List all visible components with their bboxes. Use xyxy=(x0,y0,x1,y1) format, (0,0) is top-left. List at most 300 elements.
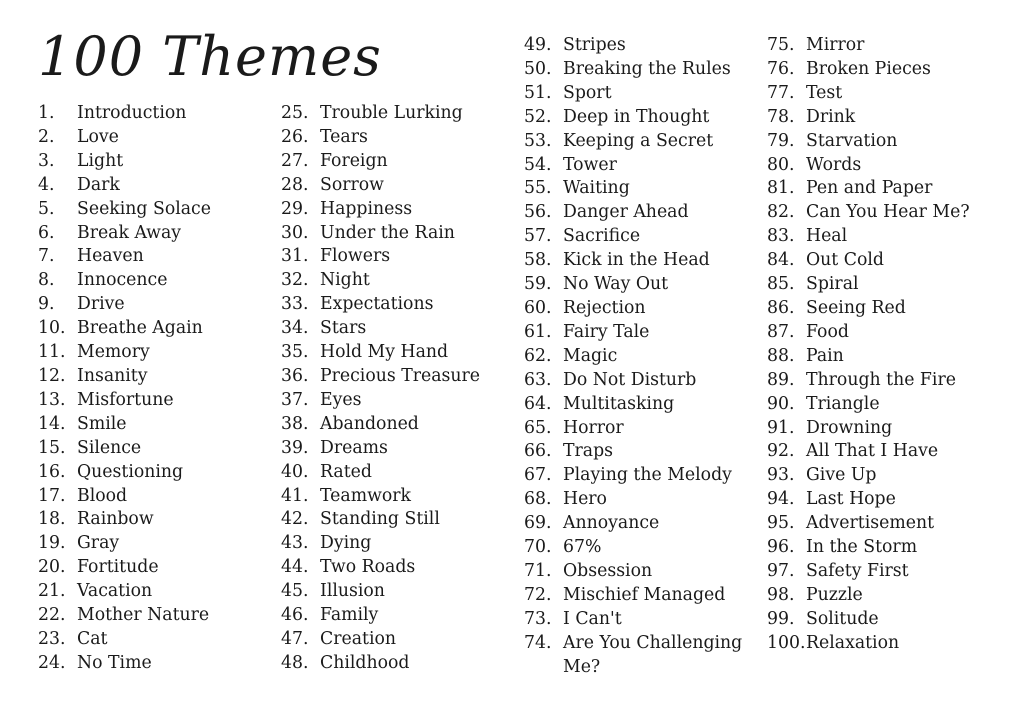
theme-list-item xyxy=(281,269,501,293)
theme-list-item xyxy=(767,584,997,608)
theme-number: 97. xyxy=(767,560,795,581)
theme-number: 36. xyxy=(281,365,309,386)
theme-number: 21. xyxy=(38,581,66,602)
theme-list-item xyxy=(767,345,997,369)
theme-list-item xyxy=(281,580,501,604)
theme-list-item xyxy=(38,461,258,485)
theme-list-item xyxy=(524,440,754,464)
theme-number: 17. xyxy=(38,485,66,506)
theme-label: Obsession xyxy=(563,560,653,581)
theme-number: 95. xyxy=(767,513,795,534)
theme-number: 13. xyxy=(38,389,66,410)
theme-list-item xyxy=(767,225,997,249)
theme-number: 38. xyxy=(281,413,309,434)
theme-number: 65. xyxy=(524,417,552,438)
theme-number: 59. xyxy=(524,274,552,295)
theme-list-item xyxy=(767,273,997,297)
theme-label: Happiness xyxy=(320,198,413,219)
theme-label: Words xyxy=(806,154,862,175)
theme-list-item xyxy=(38,628,258,652)
theme-number: 84. xyxy=(767,250,795,271)
theme-label: Standing Still xyxy=(320,509,440,530)
theme-list-item xyxy=(281,485,501,509)
theme-number: 22. xyxy=(38,605,66,626)
theme-label: Teamwork xyxy=(320,485,412,506)
theme-label: Two Roads xyxy=(320,557,416,578)
theme-list-item xyxy=(281,102,501,126)
theme-number: 40. xyxy=(281,461,309,482)
theme-list-item xyxy=(524,560,754,584)
theme-list-column-2 xyxy=(281,102,501,676)
theme-number: 75. xyxy=(767,35,795,55)
theme-number: 98. xyxy=(767,584,795,605)
theme-list-item xyxy=(767,106,997,130)
theme-number: 72. xyxy=(524,584,552,605)
theme-number: 57. xyxy=(524,226,552,247)
theme-list-item xyxy=(38,532,258,556)
theme-number: 94. xyxy=(767,489,795,510)
theme-number: 70. xyxy=(524,537,552,558)
theme-number: 58. xyxy=(524,250,552,271)
theme-label: Night xyxy=(320,270,370,291)
theme-number: 30. xyxy=(281,222,309,243)
page-title: 100 Themes xyxy=(38,25,382,88)
theme-label: Illusion xyxy=(320,581,385,602)
theme-list-item xyxy=(281,245,501,269)
theme-list-item xyxy=(767,512,997,536)
theme-label: Kick in the Head xyxy=(563,250,710,271)
theme-list-item xyxy=(38,580,258,604)
theme-label: Out Cold xyxy=(806,250,884,271)
theme-label: Blood xyxy=(77,485,128,506)
theme-label: Gray xyxy=(77,533,120,554)
theme-list-item xyxy=(524,106,754,130)
theme-label: Dark xyxy=(77,174,120,195)
theme-number: 74. xyxy=(524,632,552,653)
theme-number: 23. xyxy=(38,628,66,649)
theme-list-item xyxy=(524,273,754,297)
theme-label: Heal xyxy=(806,226,848,247)
theme-label: Cat xyxy=(77,628,108,649)
theme-list-item xyxy=(524,34,754,58)
theme-number: 64. xyxy=(524,393,552,414)
theme-number: 28. xyxy=(281,174,309,195)
theme-number: 31. xyxy=(281,246,309,267)
theme-list-item xyxy=(38,245,258,269)
theme-list-item xyxy=(38,437,258,461)
theme-list-item xyxy=(38,269,258,293)
theme-list-item xyxy=(767,488,997,512)
theme-list-item xyxy=(38,198,258,222)
theme-list-item xyxy=(767,321,997,345)
theme-number: 96. xyxy=(767,537,795,558)
theme-list-item xyxy=(281,174,501,198)
theme-label: Childhood xyxy=(320,652,410,673)
theme-number: 67. xyxy=(524,465,552,486)
theme-list-item xyxy=(524,321,754,345)
theme-list-item xyxy=(524,58,754,82)
theme-list-column-3 xyxy=(524,34,754,679)
theme-number: 10. xyxy=(38,318,66,339)
theme-label: Safety First xyxy=(806,560,909,581)
theme-label: Broken Pieces xyxy=(806,58,931,79)
theme-number: 86. xyxy=(767,297,795,318)
theme-number: 78. xyxy=(767,106,795,127)
theme-number: 87. xyxy=(767,321,795,342)
theme-list-item xyxy=(524,584,754,608)
theme-list-item xyxy=(767,34,997,58)
theme-label: Rainbow xyxy=(77,509,154,530)
theme-label: Love xyxy=(77,126,119,147)
theme-label: No Way Out xyxy=(563,274,669,295)
theme-label: Smile xyxy=(77,413,127,434)
theme-number: 27. xyxy=(281,150,309,171)
theme-label: Rated xyxy=(320,461,372,482)
theme-list-item xyxy=(767,632,997,656)
theme-label: Stripes xyxy=(563,35,626,55)
theme-label: Advertisement xyxy=(806,513,935,534)
theme-list-item xyxy=(281,628,501,652)
theme-list-item xyxy=(767,608,997,632)
theme-label: Memory xyxy=(77,342,150,363)
theme-list-item xyxy=(767,464,997,488)
theme-list-item xyxy=(767,440,997,464)
theme-label: Solitude xyxy=(806,608,879,629)
theme-number: 9. xyxy=(38,294,55,315)
theme-list-item xyxy=(767,82,997,106)
theme-list-item xyxy=(281,293,501,317)
theme-label: Fairy Tale xyxy=(563,321,650,342)
theme-label: In the Storm xyxy=(806,537,918,558)
theme-label: Drink xyxy=(806,106,856,127)
theme-number: 61. xyxy=(524,321,552,342)
theme-number: 93. xyxy=(767,465,795,486)
theme-label: Playing the Melody xyxy=(563,465,732,486)
theme-list-item xyxy=(38,222,258,246)
theme-label: Give Up xyxy=(806,465,877,486)
theme-number: 91. xyxy=(767,417,795,438)
theme-list-item xyxy=(281,532,501,556)
theme-label: Rejection xyxy=(563,297,646,318)
theme-list-item xyxy=(524,417,754,441)
theme-number: 89. xyxy=(767,369,795,390)
theme-list-item xyxy=(767,536,997,560)
theme-label: Spiral xyxy=(806,274,859,295)
theme-number: 83. xyxy=(767,226,795,247)
theme-list-item xyxy=(38,485,258,509)
theme-list-item xyxy=(767,201,997,225)
theme-list-item xyxy=(524,225,754,249)
theme-number: 5. xyxy=(38,198,55,219)
theme-number: 37. xyxy=(281,389,309,410)
theme-label: Relaxation xyxy=(806,632,900,653)
theme-label: Through the Fire xyxy=(806,369,956,390)
theme-number: 47. xyxy=(281,628,309,649)
theme-list-item xyxy=(281,126,501,150)
theme-label: Precious Treasure xyxy=(320,365,481,386)
theme-label: Test xyxy=(806,82,843,103)
theme-number: 63. xyxy=(524,369,552,390)
theme-label: Silence xyxy=(77,437,142,458)
theme-number: 19. xyxy=(38,533,66,554)
theme-label: Food xyxy=(806,321,849,342)
theme-list-item xyxy=(767,130,997,154)
theme-list-item xyxy=(281,413,501,437)
theme-list-column-4 xyxy=(767,34,997,656)
theme-number: 60. xyxy=(524,297,552,318)
theme-list-item xyxy=(767,393,997,417)
theme-list-item xyxy=(38,389,258,413)
theme-list-item xyxy=(38,508,258,532)
theme-number: 4. xyxy=(38,174,55,195)
theme-label: Horror xyxy=(563,417,624,438)
theme-number: 77. xyxy=(767,82,795,103)
theme-list-column-1 xyxy=(38,102,258,676)
theme-number: 71. xyxy=(524,560,552,581)
theme-list-item xyxy=(524,632,754,680)
theme-number: 76. xyxy=(767,58,795,79)
theme-number: 81. xyxy=(767,178,795,199)
theme-label: Pen and Paper xyxy=(806,178,933,199)
theme-label: Breaking the Rules xyxy=(563,58,731,79)
theme-list-item xyxy=(38,317,258,341)
theme-number: 79. xyxy=(767,130,795,151)
theme-number: 41. xyxy=(281,485,309,506)
theme-list-item xyxy=(767,58,997,82)
theme-number: 35. xyxy=(281,342,309,363)
theme-number: 88. xyxy=(767,345,795,366)
theme-number: 62. xyxy=(524,345,552,366)
theme-number: 51. xyxy=(524,82,552,103)
theme-label: Trouble Lurking xyxy=(320,103,463,123)
theme-number: 68. xyxy=(524,489,552,510)
theme-list-item xyxy=(281,198,501,222)
theme-label: Danger Ahead xyxy=(563,202,689,223)
theme-number: 52. xyxy=(524,106,552,127)
theme-label: Eyes xyxy=(320,389,362,410)
theme-list-item xyxy=(524,536,754,560)
theme-label: Annoyance xyxy=(563,513,660,534)
theme-label: All That I Have xyxy=(806,441,939,462)
theme-list-item xyxy=(524,177,754,201)
theme-number: 39. xyxy=(281,437,309,458)
theme-label: Do Not Disturb xyxy=(563,369,697,390)
theme-label: Puzzle xyxy=(806,584,863,605)
theme-label: Sorrow xyxy=(320,174,384,195)
theme-list-item xyxy=(38,341,258,365)
theme-list-item xyxy=(281,222,501,246)
theme-label: Dying xyxy=(320,533,372,554)
theme-number: 7. xyxy=(38,246,55,267)
theme-list-item xyxy=(524,297,754,321)
theme-number: 29. xyxy=(281,198,309,219)
theme-list-item xyxy=(767,417,997,441)
theme-number: 73. xyxy=(524,608,552,629)
theme-list-item xyxy=(38,293,258,317)
theme-label: Flowers xyxy=(320,246,391,267)
theme-label: Expectations xyxy=(320,294,434,315)
theme-label: Starvation xyxy=(806,130,898,151)
theme-list-item xyxy=(767,177,997,201)
theme-list-item xyxy=(281,461,501,485)
theme-number: 48. xyxy=(281,652,309,673)
theme-label: Mischief Managed xyxy=(563,584,726,605)
theme-list-item xyxy=(767,154,997,178)
theme-number: 50. xyxy=(524,58,552,79)
theme-list-item xyxy=(524,154,754,178)
theme-number: 69. xyxy=(524,513,552,534)
theme-list-item xyxy=(281,508,501,532)
theme-number: 6. xyxy=(38,222,55,243)
theme-list-item xyxy=(524,345,754,369)
theme-list-item xyxy=(281,652,501,676)
theme-number: 18. xyxy=(38,509,66,530)
theme-number: 80. xyxy=(767,154,795,175)
theme-label: Abandoned xyxy=(320,413,419,434)
theme-list-item xyxy=(524,82,754,106)
theme-list-item xyxy=(524,201,754,225)
theme-list-item xyxy=(524,130,754,154)
theme-number: 11. xyxy=(38,342,66,363)
theme-number: 44. xyxy=(281,557,309,578)
theme-label: I Can't xyxy=(563,608,622,629)
theme-number: 2. xyxy=(38,126,55,147)
theme-label: Breathe Again xyxy=(77,318,203,339)
theme-label: Fortitude xyxy=(77,557,159,578)
theme-number: 82. xyxy=(767,202,795,223)
theme-list-item xyxy=(38,365,258,389)
theme-label: Triangle xyxy=(806,393,880,414)
theme-label: Are You Challenging Me? xyxy=(563,632,743,677)
theme-label: Waiting xyxy=(563,178,630,199)
theme-number: 100. xyxy=(767,632,806,653)
theme-label: Seeing Red xyxy=(806,297,906,318)
theme-list-item xyxy=(281,341,501,365)
theme-number: 46. xyxy=(281,605,309,626)
theme-label: Light xyxy=(77,150,124,171)
theme-label: Creation xyxy=(320,628,397,649)
theme-number: 99. xyxy=(767,608,795,629)
theme-number: 25. xyxy=(281,103,309,123)
theme-list-item xyxy=(281,389,501,413)
theme-number: 12. xyxy=(38,365,66,386)
theme-number: 26. xyxy=(281,126,309,147)
theme-label: Sport xyxy=(563,82,612,103)
theme-label: Family xyxy=(320,605,379,626)
theme-list-item xyxy=(38,556,258,580)
theme-number: 8. xyxy=(38,270,55,291)
theme-list-item xyxy=(281,150,501,174)
theme-number: 45. xyxy=(281,581,309,602)
theme-list-item xyxy=(281,556,501,580)
theme-number: 42. xyxy=(281,509,309,530)
theme-number: 33. xyxy=(281,294,309,315)
theme-number: 1. xyxy=(38,103,55,123)
theme-number: 32. xyxy=(281,270,309,291)
theme-label: Hero xyxy=(563,489,607,510)
theme-list-item xyxy=(767,249,997,273)
theme-label: Drowning xyxy=(806,417,893,438)
theme-number: 3. xyxy=(38,150,55,171)
theme-number: 85. xyxy=(767,274,795,295)
theme-label: Stars xyxy=(320,318,367,339)
theme-number: 20. xyxy=(38,557,66,578)
theme-label: Pain xyxy=(806,345,844,366)
theme-number: 49. xyxy=(524,35,552,55)
theme-number: 24. xyxy=(38,652,66,673)
theme-label: Introduction xyxy=(77,103,187,123)
theme-label: Under the Rain xyxy=(320,222,455,243)
theme-label: Innocence xyxy=(77,270,168,291)
theme-number: 92. xyxy=(767,441,795,462)
theme-label: Multitasking xyxy=(563,393,675,414)
theme-label: Deep in Thought xyxy=(563,106,710,127)
theme-list-item xyxy=(767,297,997,321)
theme-label: Mother Nature xyxy=(77,605,210,626)
theme-label: Misfortune xyxy=(77,389,174,410)
theme-label: Sacrifice xyxy=(563,226,641,247)
theme-label: Seeking Solace xyxy=(77,198,211,219)
theme-list-item xyxy=(38,126,258,150)
theme-number: 34. xyxy=(281,318,309,339)
theme-number: 53. xyxy=(524,130,552,151)
theme-label: Vacation xyxy=(77,581,153,602)
theme-number: 15. xyxy=(38,437,66,458)
theme-list-item xyxy=(38,150,258,174)
theme-list-item xyxy=(524,512,754,536)
theme-list-item xyxy=(524,464,754,488)
theme-list-item xyxy=(524,369,754,393)
theme-list-item xyxy=(524,608,754,632)
theme-list-item xyxy=(524,393,754,417)
theme-number: 90. xyxy=(767,393,795,414)
theme-list-item xyxy=(38,604,258,628)
theme-number: 16. xyxy=(38,461,66,482)
theme-list-item xyxy=(524,249,754,273)
theme-label: Traps xyxy=(563,441,614,462)
theme-list-item xyxy=(767,369,997,393)
theme-label: Questioning xyxy=(77,461,184,482)
theme-label: Last Hope xyxy=(806,489,896,510)
theme-list-item xyxy=(38,102,258,126)
theme-list-item xyxy=(281,604,501,628)
theme-label: Tower xyxy=(563,154,617,175)
theme-label: Mirror xyxy=(806,35,865,55)
theme-list-item xyxy=(38,413,258,437)
theme-label: 67% xyxy=(563,537,602,558)
theme-list-item xyxy=(281,365,501,389)
theme-label: Magic xyxy=(563,345,618,366)
theme-number: 66. xyxy=(524,441,552,462)
theme-number: 54. xyxy=(524,154,552,175)
theme-number: 55. xyxy=(524,178,552,199)
theme-list-item xyxy=(524,488,754,512)
theme-list-item xyxy=(38,174,258,198)
theme-number: 43. xyxy=(281,533,309,554)
theme-number: 14. xyxy=(38,413,66,434)
theme-label: Heaven xyxy=(77,246,144,267)
theme-list-item xyxy=(281,437,501,461)
theme-list-item xyxy=(767,560,997,584)
theme-label: Insanity xyxy=(77,365,148,386)
theme-label: Tears xyxy=(320,126,368,147)
theme-label: Keeping a Secret xyxy=(563,130,714,151)
theme-label: Can You Hear Me? xyxy=(806,202,970,223)
theme-label: Foreign xyxy=(320,150,388,171)
theme-label: Drive xyxy=(77,294,125,315)
theme-label: Hold My Hand xyxy=(320,342,449,363)
theme-label: Dreams xyxy=(320,437,388,458)
